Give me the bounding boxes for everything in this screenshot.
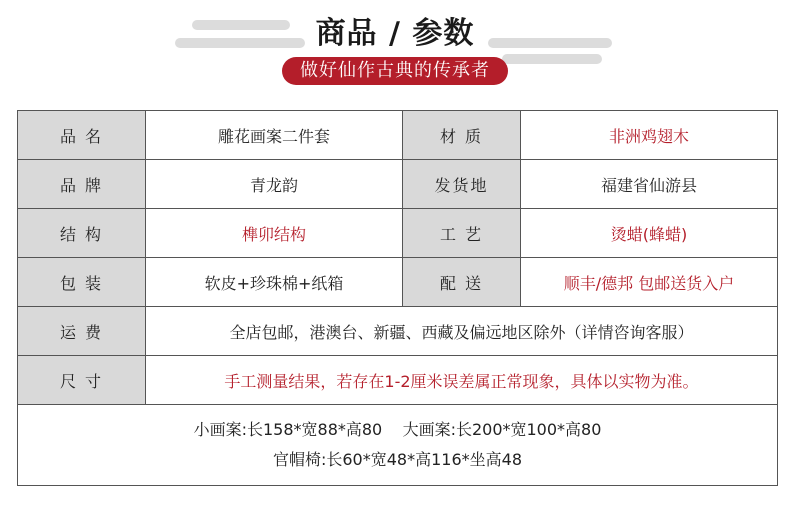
dimensions-cell <box>18 405 778 486</box>
material-label: 材 质 <box>403 111 521 160</box>
table-row <box>18 160 778 209</box>
table-row <box>18 307 778 356</box>
name-value: 雕花画案二件套 <box>146 111 403 160</box>
size-label: 尺 寸 <box>18 356 146 405</box>
dimensions-line-1: 小画案:长158*宽88*高80 大画案:长200*宽100*高80 <box>193 420 602 439</box>
table-row <box>18 111 778 160</box>
structure-label: 结 构 <box>18 209 146 258</box>
package-value: 软皮+珍珠棉+纸箱 <box>146 258 403 307</box>
delivery-value: 顺丰/德邦 包邮送货入户 <box>521 258 778 307</box>
decorative-cloud-bar <box>502 54 602 64</box>
ship-from-label: 发货地 <box>403 160 521 209</box>
size-value: 手工测量结果，若存在1-2厘米误差属正常现象，具体以实物为准。 <box>146 356 778 405</box>
ship-from-value: 福建省仙游县 <box>521 160 778 209</box>
table-row <box>18 258 778 307</box>
structure-value: 榫卯结构 <box>146 209 403 258</box>
table-row <box>18 209 778 258</box>
subtitle-badge: 做好仙作古典的传承者 <box>282 57 508 85</box>
name-label: 品 名 <box>18 111 146 160</box>
package-label: 包 装 <box>18 258 146 307</box>
spec-table <box>17 110 778 486</box>
brand-value: 青龙韵 <box>146 160 403 209</box>
craft-value: 烫蜡(蜂蜡) <box>521 209 778 258</box>
craft-label: 工 艺 <box>403 209 521 258</box>
brand-label: 品 牌 <box>18 160 146 209</box>
delivery-label: 配 送 <box>403 258 521 307</box>
freight-value: 全店包邮，港澳台、新疆、西藏及偏远地区除外（详情咨询客服） <box>146 307 778 356</box>
page-title: 商品 / 参数 <box>315 16 475 51</box>
material-value: 非洲鸡翅木 <box>521 111 778 160</box>
freight-label: 运 费 <box>18 307 146 356</box>
table-row <box>18 405 778 486</box>
table-row <box>18 356 778 405</box>
dimensions-line-2: 官帽椅:长60*宽48*高116*坐高48 <box>272 450 522 469</box>
